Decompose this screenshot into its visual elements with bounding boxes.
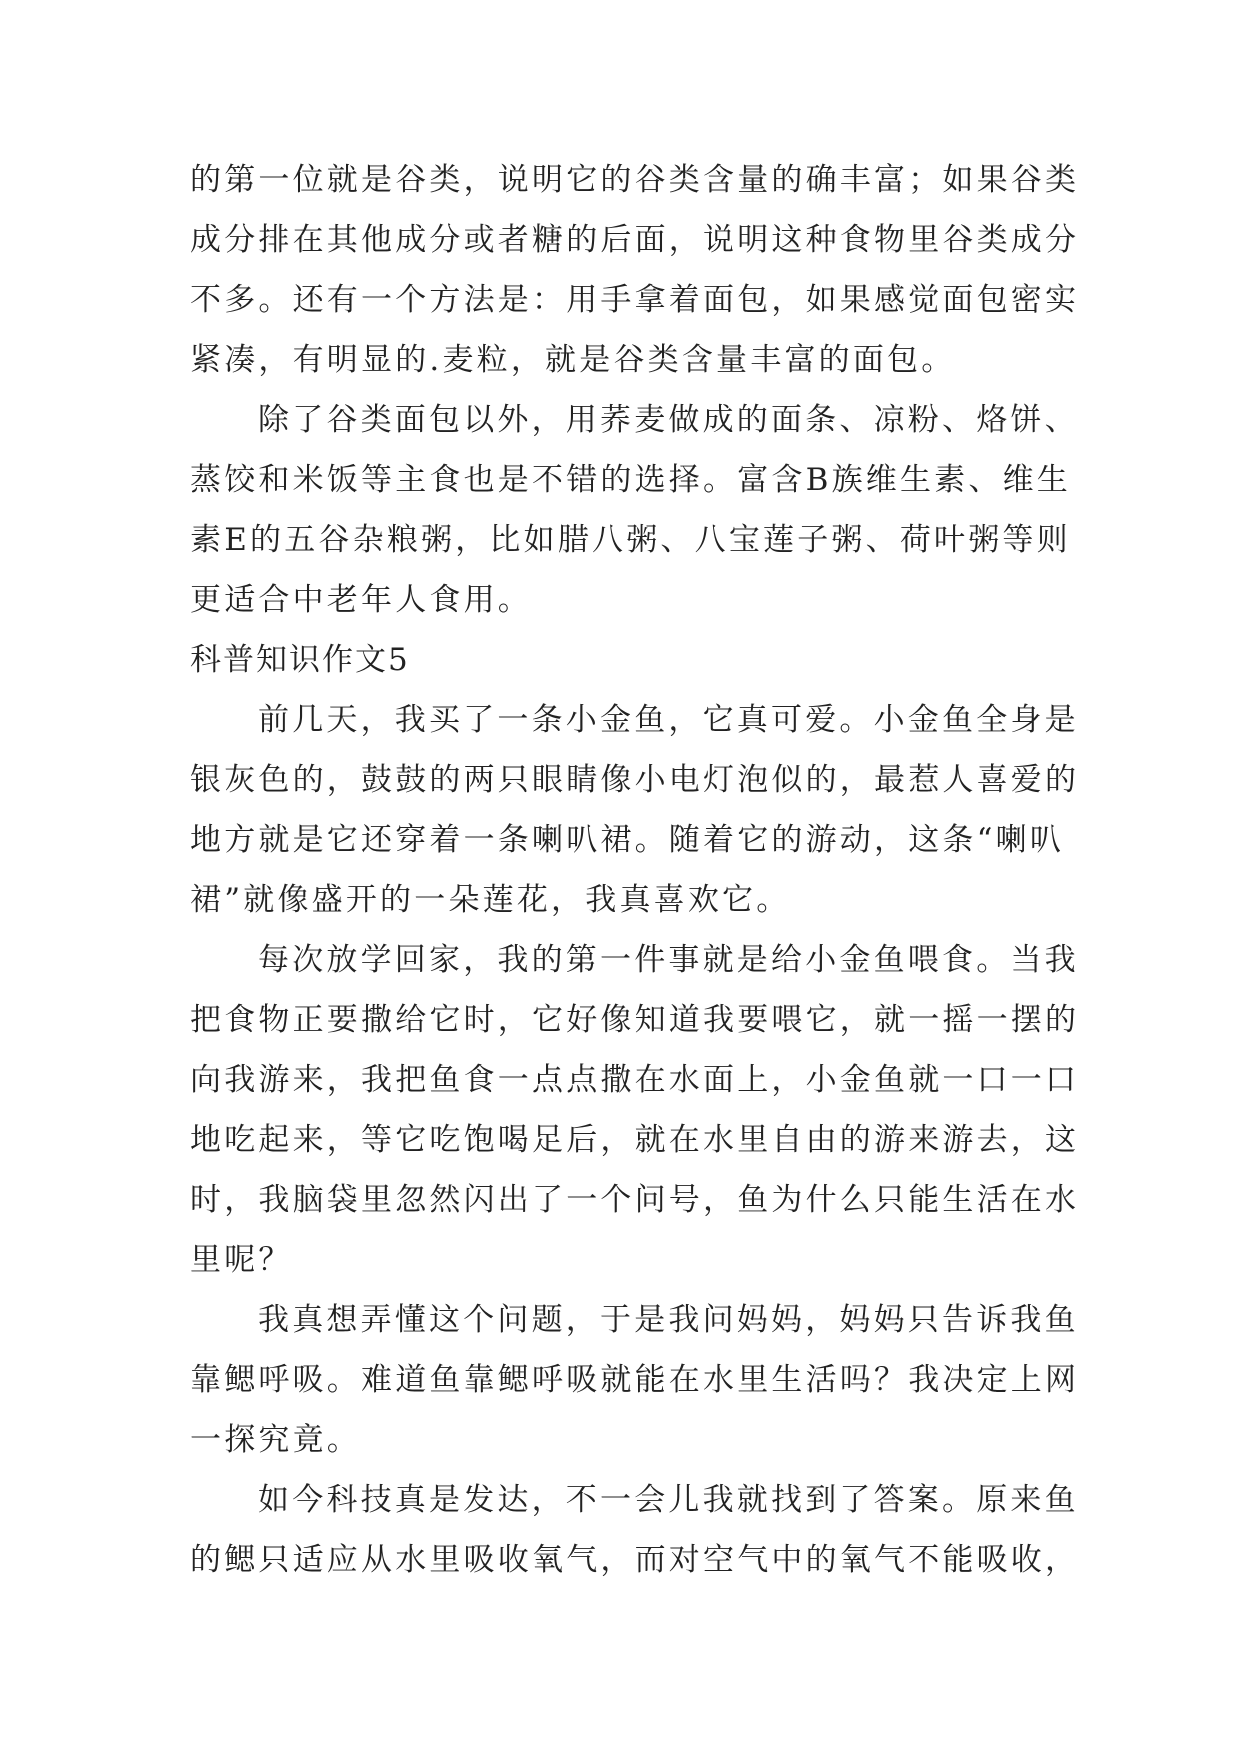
text-line: 银灰色的，鼓鼓的两只眼睛像小电灯泡似的，最惹人喜爱的 — [190, 762, 1080, 798]
paragraph-first-line: 除了谷类面包以外，用荞麦做成的面条、凉粉、烙饼、 — [258, 402, 1079, 438]
text-line: 把食物正要撒给它时，它好像知道我要喂它，就一摇一摆的 — [190, 1002, 1080, 1038]
text-line: 不多。还有一个方法是：用手拿着面包，如果感觉面包密实 — [190, 282, 1080, 318]
text-line: 的第一位就是谷类，说明它的谷类含量的确丰富；如果谷类 — [190, 162, 1080, 198]
text-line: 裙”就像盛开的一朵莲花，我真喜欢它。 — [190, 882, 791, 918]
paragraph-first-line: 如今科技真是发达，不一会儿我就找到了答案。原来鱼 — [258, 1482, 1079, 1518]
section-heading: 科普知识作文5 — [190, 642, 410, 678]
text-line: 地吃起来，等它吃饱喝足后，就在水里自由的游来游去，这 — [190, 1122, 1080, 1158]
text-line: 向我游来，我把鱼食一点点撒在水面上，小金鱼就一口一口 — [190, 1062, 1080, 1098]
text-line: 紧凑，有明显的.麦粒，就是谷类含量丰富的面包。 — [190, 342, 956, 378]
text-line: 蒸饺和米饭等主食也是不错的选择。富含B族维生素、维生 — [190, 462, 1071, 498]
paragraph-first-line: 每次放学回家，我的第一件事就是给小金鱼喂食。当我 — [258, 942, 1079, 978]
text-line: 一探究竟。 — [190, 1422, 361, 1458]
text-line: 靠鳃呼吸。难道鱼靠鳃呼吸就能在水里生活吗？我决定上网 — [190, 1362, 1080, 1398]
text-line: 地方就是它还穿着一条喇叭裙。随着它的游动，这条“喇叭 — [190, 822, 1065, 858]
paragraph-first-line: 前几天，我买了一条小金鱼，它真可爱。小金鱼全身是 — [258, 702, 1079, 738]
text-line: 时，我脑袋里忽然闪出了一个问号，鱼为什么只能生活在水 — [190, 1182, 1080, 1218]
text-line: 的鳃只适应从水里吸收氧气，而对空气中的氧气不能吸收， — [190, 1542, 1080, 1578]
paragraph-first-line: 我真想弄懂这个问题，于是我问妈妈，妈妈只告诉我鱼 — [258, 1302, 1079, 1338]
text-line: 素E的五谷杂粮粥，比如腊八粥、八宝莲子粥、荷叶粥等则 — [190, 522, 1071, 558]
document-body — [190, 150, 1080, 1590]
text-line: 更适合中老年人食用。 — [190, 582, 532, 618]
text-line: 成分排在其他成分或者糖的后面，说明这种食物里谷类成分 — [190, 222, 1080, 258]
text-line: 里呢？ — [190, 1242, 293, 1278]
